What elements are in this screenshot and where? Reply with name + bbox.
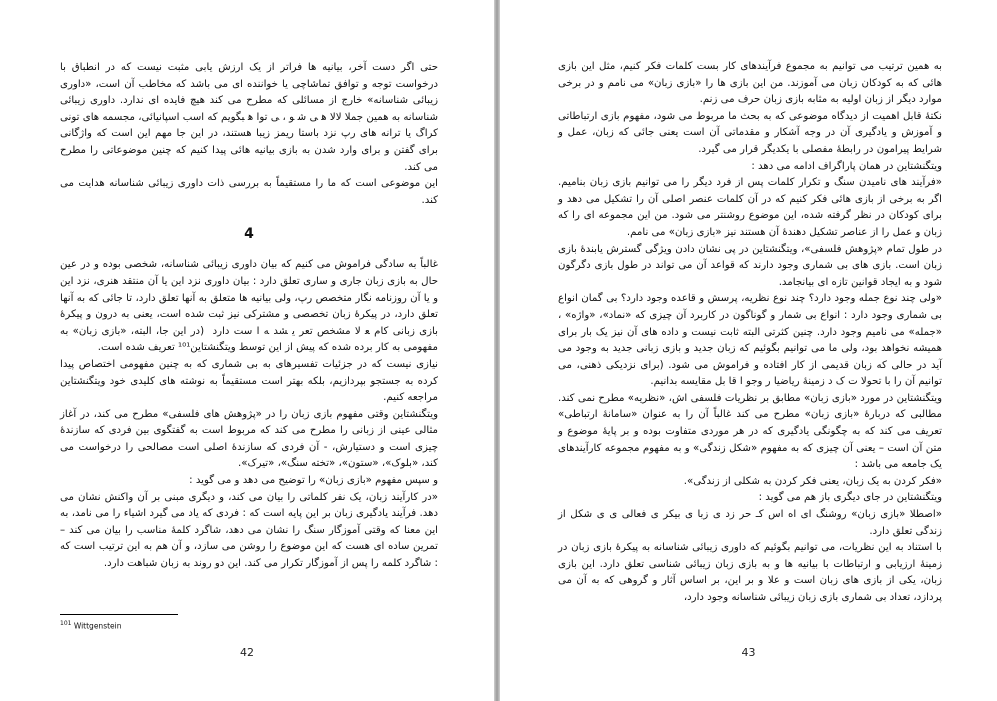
page-number: 43 — [741, 646, 756, 659]
paragraph: «ولی چند نوع جمله وجود دارد؟ چند نوع نظریه، پرسش و قاعده وجود دارد؟ بی گمان انواع بی شماری وجود دارد : انواع بی شمار و گوناگون در کاربرد آن چیزی که «نماد»، «واژه» ، «جمله» می نامیم وجود دارد. چنین کثرتی البته ثابت نیست و داده های آن نیز یک بار برای همیشه نخواهد بود، ولی ما می توانیم بگوئیم که زبان جدید و بازی زبانی جدید به وجود می آید در حالی که زبان قدیمی از کار افتاده و فراموش می شود. (برای نزدیکی ذهنی، می توانیم آن را با تحولا ت ک د زمینهٔ ریاضیا ر وجو ا ﻗﺎ ﺑﻞ ﻣﻘﺎﯾﺴﻪ بدانیم. — [558, 293, 942, 388]
paragraph: نکتهٔ قابل اهمیت از دیدگاه موضوعی که به بحث ما مربوط می شود، مفهوم بازی ارتباطاتی و آموزش و یادگیری آن در وجه آشکار و مقدماتی آن است یعنی جائی که زبان، عمل و شرایط پیرامون در رابطهٔ مفصلی با یکدیگر قرار می گیرد. — [558, 110, 942, 155]
paragraph: در طول تمام «پژوهش فلسفی»، ویتگنشتاین در پی نشان دادن ویژگی گسترش یابندهٔ بازی زبان است. بازی های بی شماری وجود دارند که قواعد آن می تواند در طول بازی دگرگون شود و به ایجاد قوانین تازه ای بیانجامد. — [558, 243, 942, 288]
paragraph: با استناد به این نظریات، می توانیم بگوئیم که داوری زیبائی شناسانه به پیکرهٔ بازی زبان در زمینهٔ ارزیابی و ارتباطات با بیانیه ها و به بازی زبان زیبائی شناسی تعلق دارد. این بازی زبان، یکی از بازی های زبان است و علا و بر این، بر اساس آثار و گروهی که به آن می پردازد، تعداد بی شماری بازی زبان زیبائی شناسانه وجود دارد، — [558, 542, 942, 603]
left-page-text — [60, 60, 438, 573]
paragraph: غالباً به سادگی فراموش می کنیم که بیان داوری زیبائی شناسانه، شخصی بوده و در عین حال به بازی زبان جاری و ساری تعلق دارد : بیان داوری نزد این یا آن منتقد هنری، نزد این و یا آن روزنامه نگار متخصص رپ، ولی بیانیه ها متعلق به آنها تعلق دارد، تا جائی که به آنها تعلق دارد، در پیکرهٔ زبان تخصصی و مشترکی نیز ثبت شده است، یعنی به درون و پیکرهٔ بازی زبانی کام ﻌ ﻻ ﻣﺸﺨﺺ ﺗﻌﺮ ﯾ ﺸﺪ ﻪ ا ﺳﺖ دارد ‏ (در این جا، البته، «بازی زبان» به مفهومی به کار برده شده که پیش از این توسط ویتگنشتاین¹⁰¹ تعریف شده است. — [60, 259, 438, 354]
footnote-rule — [60, 614, 178, 615]
footnote-text: Wittgenstein — [73, 621, 122, 631]
paragraph: «اصطلا «بازی زبان» روشنگ ای اه اس کـ حر زد ی زبا ی بیکر ی فعالی ی ی شکل از زندگی تعلق دارد. — [558, 509, 942, 537]
left-page — [0, 0, 494, 701]
footnote — [60, 620, 122, 631]
paragraph: ویتگنشتاین در جای دیگری باز هم می گوید : — [758, 492, 942, 504]
paragraph: «فکر کردن به یک زبان، یعنی فکر کردن به شکلی از زندگی». — [683, 475, 942, 487]
paragraph: به همین ترتیب می توانیم به مجموع فرآیندهای کار بست کلمات فکر کنیم، مثل این بازی هائی که به کودکان زبان می آموزند. من این بازی ها را «بازی زبان» می نامم و در برخی موارد دیگر از زبان اولیه به مثابه بازی زبان حرف می زنم. — [558, 61, 942, 106]
paragraph: این موضوعی است که ما را مستقیماً به بررسی ذات داوری زیبائی شناسانه هدایت می کند. — [60, 178, 438, 206]
section-number: 4 — [244, 226, 254, 243]
paragraph: و سپس مفهوم «بازی زبان» را توضیح می دهد و می گوید : — [189, 475, 438, 487]
page-number: 42 — [240, 646, 254, 659]
paragraph: «فرآیند های نامیدن سنگ و تکرار کلمات پس از فرد دیگر را می توانیم بازی زبان بنامیم. اگر به برخی از بازی هائی فکر کنیم که در آن کلمات عنصر اصلی آن را تشکیل می دهد و برای کودکان در نظر گرفته شده، این موضوع روشنتر می شود. من این مجموعه ای را که زبان و عمل را از عناصر تشکیل دهندهٔ آن هستند نیز «بازی زبان» می نامم. — [558, 177, 942, 238]
right-page — [500, 0, 997, 701]
right-page-text — [558, 59, 942, 607]
paragraph: «در کارآیند زبان، یک نفر کلماتی را بیان می کند، و دیگری مبنی بر آن واکنش نشان می دهد. فرآیند یادگیری زبان بر این پایه است که : فردی که یاد می گیرد اشیاء را می نامد، به این معنا که وقتی آموزگار سنگ را نشان می دهد، شاگرد کلمهٔ مناسب را بیان می کند – تمرین ساده ای هست که این موضوع را روشن می سازد، و آن هم به این ترتیب است که : شاگرد کلمه را پس از آموزگار تکرار می کند. این دو روند به زبان شباهت دارد. — [60, 491, 438, 570]
paragraph: ویتگنشتاین وقتی مفهوم بازی زبان را در «پژوهش های فلسفی» مطرح می کند، در آغاز مثالی عینی از زبانی را مطرح می کند که مربوط است به گفتگوی بین فردی که سازندهٔ چیزی است و دستیارش، - آن فردی که سازندهٔ اصلی است مصالحی را درخواست می کند، «بلوک»، «ستون»، «تخته سنگ»، «تیرک». — [60, 408, 438, 470]
footnote-number: 101 — [60, 620, 72, 627]
paragraph: ویتگنشتاین در همان پاراگراف ادامه می دهد : — [751, 160, 942, 172]
paragraph: نیازی نیست که در جزئیات تفسیرهای به بی شماری که به چنین مفهومی اختصاص پیدا کرده به جستجو بپردازیم، بلکه بهتر است مستقیماً به نوشته های کلیدی خود ویتگنشتاین مراجعه کنیم. — [60, 358, 438, 404]
paragraph: ویتگنشتاین در مورد «بازی زبان» مطابق بر نظریات فلسفی اش، «نظریه» مطرح نمی کند. مطالبی که دربارهٔ «بازی زبان» مطرح می کند غالباً آن را به عنوان «سامانهٔ ارتباطی» تعریف می کند که به چگونگی یادگیری که در هر موردی متفاوت بوده و بر پایهٔ موضوع و متن آن است – یعنی آن چیزی که به مفهوم «شکل زندگی» و به مفهوم مجموعه کارآیندهای یک جامعه می باشد : — [558, 392, 942, 471]
paragraph: حتی اگر دست آخر، بیانیه ها فراتر از یک ارزش یابی مثبت نیست که در انطباق با درخواست توجه و توافق تماشاچی یا خواننده ای می باشد که مخاطب آن است، «داوری زیبائی شناسانه» خارج از مسائلی که مطرح می کند هیچ فایده ای ندارد. داوری زیبائی شناسانه به همین جملا ﻻﻻ ﻫ ﯽ ﺷ ﻮ ، ﯽ ﺗﻮا ﻫ ﺒﮕﻮﯾﻢ که اسب اسپانیائی، مجسمه های تونی کراگ یا ترانه های رپ نزد باستا ریمز زیبا هستند، در این جا مهم این است که واژگانی برای گفتن و برای وارد شدن به بازی بیانیه هائی پیدا کنیم که چنین موضوعاتی را مطرح می کند. — [60, 62, 438, 173]
